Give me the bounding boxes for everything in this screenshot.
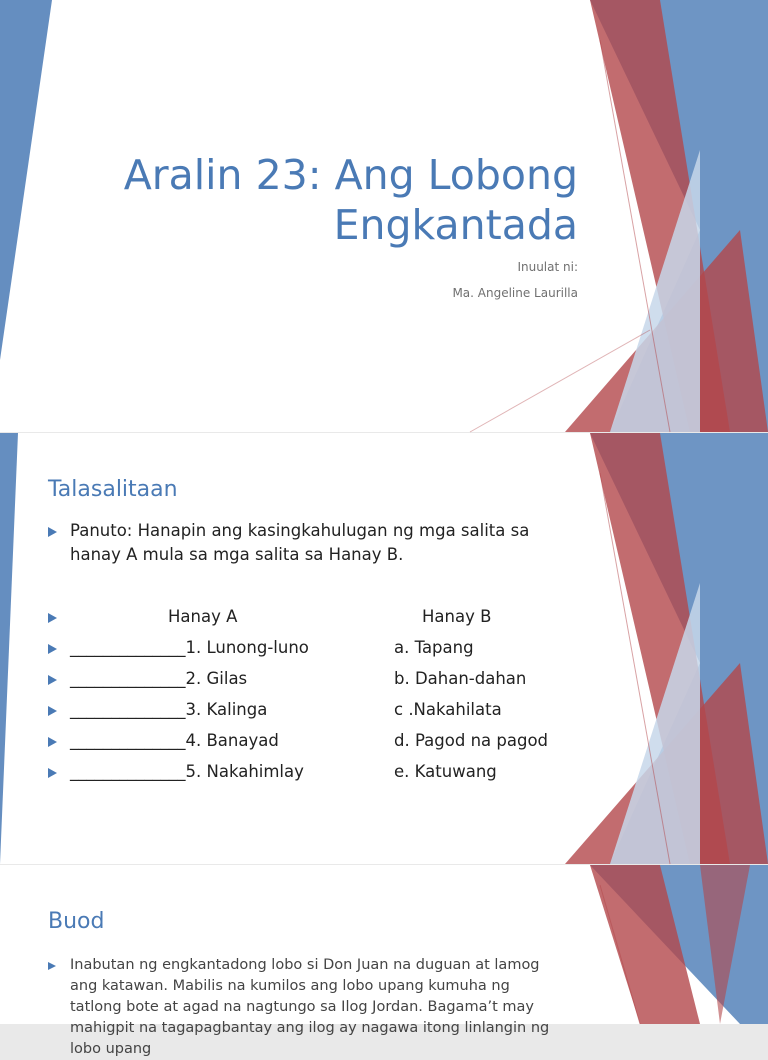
instruction-line-1: Panuto: Hanapin ang kasingkahulugan ng mga salita sa (70, 521, 530, 540)
bullet-arrow-icon (48, 613, 57, 623)
row-3-term: ______________3. Kalinga (70, 700, 268, 719)
column-header-b: Hanay B (422, 607, 492, 626)
slide-title (58, 150, 578, 250)
row-4-term: ______________4. Banayad (70, 731, 279, 750)
section-heading: Buod (48, 909, 105, 934)
title-line-2: Engkantada (333, 201, 578, 249)
row-1-term: ______________1. Lunong-luno (70, 638, 309, 657)
bullet-arrow-icon (48, 768, 57, 778)
bullet-arrow-icon (48, 644, 57, 654)
column-header-a: Hanay A (168, 607, 238, 626)
summary-text: Inabutan ng engkantadong lobo si Don Juan na duguan at lamog ang katawan. Mabilis na kumilos ang lobo upang kumuha ng tatlong bote at agad na nagtungo sa Ilog Jordan. Bagama’t may mahigpit na tagapagbantay ang ilog ay nagawa itong linlangin ng lobo upang (70, 957, 550, 1057)
instruction-line-2: hanay A mula sa mga salita sa Hanay B. (70, 545, 404, 564)
title-line-1: Aralin 23: Ang Lobong (123, 151, 578, 199)
bullet-arrow-icon (48, 962, 56, 970)
bullet-arrow-icon (48, 706, 57, 716)
row-5-match: e. Katuwang (394, 762, 497, 781)
author-name: Ma. Angeline Laurilla (452, 286, 578, 300)
left-blue-shape (0, 433, 18, 864)
row-2-term: ______________2. Gilas (70, 669, 248, 688)
left-blue-shape (0, 0, 52, 360)
instruction-text (70, 519, 570, 567)
bullet-arrow-icon (48, 737, 57, 747)
vocabulary-slide (0, 433, 768, 864)
row-3-match: c .Nakahilata (394, 700, 502, 719)
row-4-match: d. Pagod na pagod (394, 731, 549, 750)
summary-slide (0, 865, 768, 1057)
title-slide (0, 0, 768, 432)
row-1-match: a. Tapang (394, 638, 474, 657)
bullet-arrow-icon (48, 527, 57, 537)
byline: Inuulat ni: (517, 260, 578, 274)
section-heading: Talasalitaan (48, 477, 178, 502)
row-2-match: b. Dahan-dahan (394, 669, 527, 688)
bullet-arrow-icon (48, 675, 57, 685)
row-5-term: ______________5. Nakahimlay (70, 762, 304, 781)
